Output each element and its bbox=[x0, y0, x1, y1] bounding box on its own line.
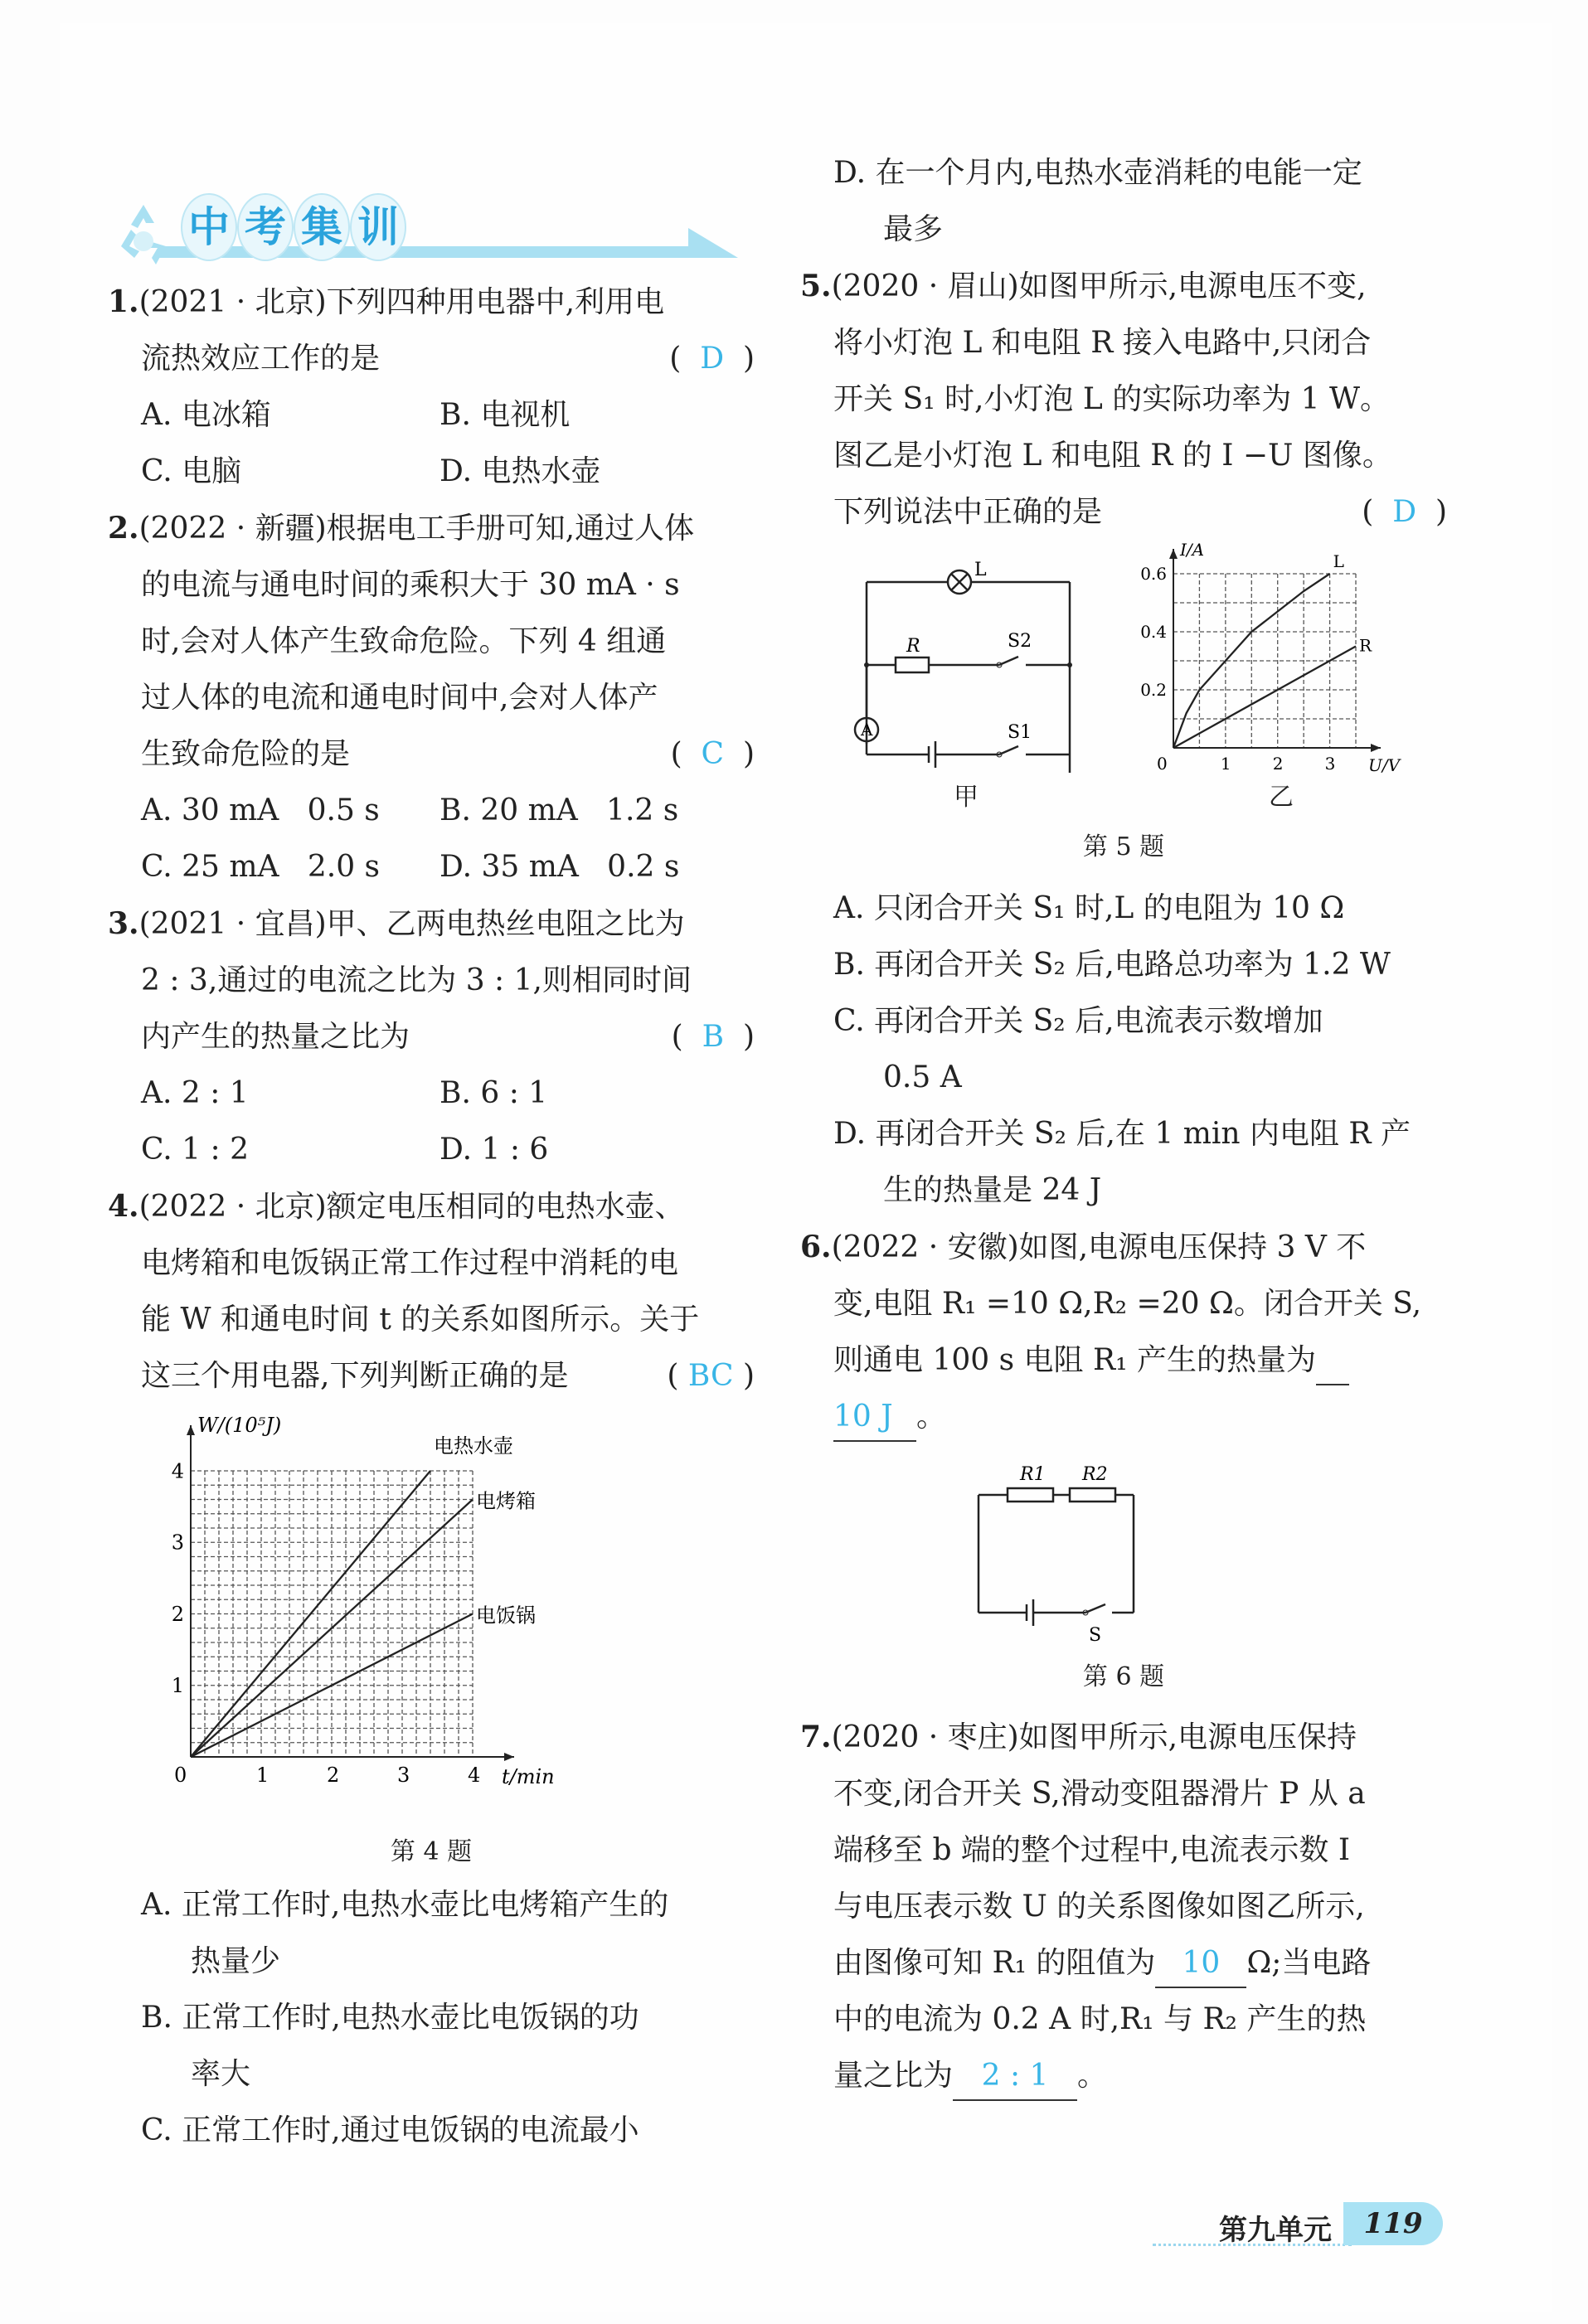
page-footer bbox=[1219, 2207, 1423, 2247]
header-char: 集 bbox=[294, 193, 350, 261]
option-text: 正常工作时,电热水壶比电饭锅的功 bbox=[182, 2001, 639, 2035]
circuit-diagram-6 bbox=[800, 1445, 1447, 1652]
option bbox=[108, 1877, 755, 1990]
header-band bbox=[158, 246, 713, 258]
chart-energy-vs-time bbox=[108, 1405, 755, 1852]
y-tick-label: 2 bbox=[171, 1602, 184, 1626]
question-text: 的电流与通电时间的乘积大于 30 mA · s bbox=[141, 568, 680, 602]
option-text: 正常工作时,电热水壶比电烤箱产生的 bbox=[181, 1888, 669, 1922]
option-label: C. bbox=[833, 1004, 865, 1038]
option-text: 0.5 A bbox=[883, 1060, 962, 1094]
question-text: 这三个用电器,下列判断正确的是 bbox=[141, 1359, 569, 1393]
section-header bbox=[108, 187, 713, 278]
question-6 bbox=[800, 1219, 1447, 1702]
answer-blank: 2 : 1 bbox=[953, 2053, 1077, 2101]
y-axis-label: I/A bbox=[1180, 541, 1205, 560]
option-label: D. bbox=[833, 156, 867, 190]
switch1-label: S1 bbox=[1008, 722, 1032, 743]
question-1 bbox=[108, 274, 755, 500]
page-number: 119 bbox=[1343, 2202, 1443, 2245]
resistor-r2-icon bbox=[1070, 1488, 1115, 1502]
series-label: R bbox=[1359, 635, 1372, 656]
question-text: 电烤箱和电饭锅正常工作过程中消耗的电 bbox=[141, 1246, 679, 1280]
figure-caption: 第 5 题 bbox=[1082, 832, 1165, 861]
option-label: C. bbox=[141, 2113, 172, 2147]
option-text: 热量少 bbox=[191, 1944, 281, 1978]
question-text: 不变,闭合开关 S,滑动变阻器滑片 P 从 a bbox=[833, 1777, 1366, 1811]
question-text: 下列说法中正确的是 bbox=[833, 495, 1103, 529]
option-label: A. bbox=[833, 891, 865, 925]
question-text: 量之比为 bbox=[833, 2059, 954, 2093]
switch-label: S bbox=[1089, 1625, 1102, 1646]
option-text: 在一个月内,电热水壶消耗的电能一定 bbox=[875, 156, 1362, 190]
answer-bracket: ( B ) bbox=[671, 1020, 755, 1054]
footer-dots bbox=[1153, 2244, 1352, 2246]
answer-blank: 10 bbox=[1155, 1940, 1246, 1988]
question-text: 能 W 和通电时间 t 的关系如图所示。关于 bbox=[141, 1303, 700, 1337]
question-number: 4. bbox=[108, 1189, 139, 1224]
y-tick-label: 3 bbox=[171, 1531, 184, 1555]
question-text: 端移至 b 端的整个过程中,电流表示数 I bbox=[833, 1833, 1351, 1867]
question-number: 1. bbox=[108, 284, 139, 319]
option bbox=[800, 145, 1447, 258]
answer: B bbox=[702, 1020, 725, 1054]
x-tick-label: 2 bbox=[327, 1764, 340, 1787]
option: B. 6 : 1 bbox=[439, 1076, 548, 1110]
question-number: 3. bbox=[108, 906, 139, 941]
option-text: 只闭合开关 S₁ 时,L 的电阻为 10 Ω bbox=[873, 891, 1345, 925]
y-axis-label: W/(10⁵J) bbox=[197, 1414, 282, 1437]
question-text: 则通电 100 s 电阻 R₁ 产生的热量为 bbox=[833, 1343, 1316, 1377]
option: A. 2 : 1 bbox=[141, 1076, 249, 1110]
option-text: 再闭合开关 S₂ 后,电路总功率为 1.2 W bbox=[874, 948, 1391, 982]
option bbox=[108, 2103, 755, 2159]
circuit-label: 甲 bbox=[954, 783, 979, 812]
option-label: D. bbox=[833, 1117, 867, 1151]
question-number: 6. bbox=[800, 1230, 832, 1264]
question-text: (2022 · 新疆)根据电工手册可知,通过人体 bbox=[138, 512, 695, 546]
question-number: 7. bbox=[800, 1720, 832, 1754]
question-2 bbox=[108, 500, 755, 895]
question-text: (2020 · 枣庄)如图甲所示,电源电压保持 bbox=[831, 1720, 1357, 1754]
question-text: 时,会对人体产生致命危险。下列 4 组通 bbox=[141, 624, 667, 658]
y-axis-arrow bbox=[187, 1425, 195, 1435]
switch-icon bbox=[1085, 1604, 1105, 1613]
question-4 bbox=[108, 1178, 755, 2159]
option: D. 1 : 6 bbox=[439, 1133, 549, 1167]
question-text: 由图像可知 R₁ 的阻值为 bbox=[833, 1946, 1156, 1980]
question-number: 2. bbox=[108, 511, 139, 546]
x-axis-label: t/min bbox=[502, 1765, 555, 1788]
right-column bbox=[800, 145, 1447, 2104]
punctuation: 。 bbox=[916, 1400, 947, 1434]
answer-bracket: ( D ) bbox=[1362, 495, 1447, 529]
question-text: 过人体的电流和通电时间中,会对人体产 bbox=[141, 681, 658, 715]
answer-bracket: ( D ) bbox=[669, 342, 755, 376]
question-text: 生致命危险的是 bbox=[141, 737, 351, 771]
figure-caption: 第 6 题 bbox=[1082, 1662, 1165, 1691]
answer: BC bbox=[687, 1359, 734, 1393]
question-5 bbox=[800, 258, 1447, 1219]
option bbox=[800, 881, 1447, 937]
question-text: (2022 · 北京)额定电压相同的电热水壶、 bbox=[138, 1190, 685, 1224]
question-text: 与电压表示数 U 的关系图像如图乙所示, bbox=[833, 1890, 1365, 1924]
resistor-r1-icon bbox=[1008, 1488, 1053, 1502]
option: C. 25 mA 2.0 s bbox=[141, 850, 381, 884]
answer: C bbox=[701, 737, 725, 771]
option-text: 再闭合开关 S₂ 后,在 1 min 内电阻 R 产 bbox=[875, 1117, 1411, 1151]
chart-current-vs-voltage bbox=[1132, 541, 1406, 798]
question-text: (2020 · 眉山)如图甲所示,电源电压不变, bbox=[831, 269, 1367, 303]
ammeter-label: A bbox=[861, 720, 873, 740]
option: C. 电脑 bbox=[141, 454, 242, 488]
option-label: A. bbox=[141, 1888, 172, 1922]
question-text: (2021 · 宜昌)甲、乙两电热丝电阻之比为 bbox=[138, 907, 685, 941]
option: D. 35 mA 0.2 s bbox=[439, 850, 680, 884]
x-tick-label: 1 bbox=[1220, 754, 1231, 774]
x-tick-label: 3 bbox=[397, 1764, 410, 1787]
question-text: 流热效应工作的是 bbox=[141, 342, 381, 376]
lamp-label: L bbox=[974, 560, 987, 580]
x-tick-label: 4 bbox=[468, 1764, 481, 1787]
y-tick-label: 4 bbox=[171, 1459, 184, 1483]
question-text: 中的电流为 0.2 A 时,R₁ 与 R₂ 产生的热 bbox=[833, 2002, 1367, 2036]
y-tick-label: 0.6 bbox=[1140, 564, 1167, 584]
x-tick-label: 0 bbox=[174, 1764, 187, 1787]
option-label: B. bbox=[141, 2001, 172, 2035]
option: A. 30 mA 0.5 s bbox=[141, 793, 380, 827]
question-text: Ω;当电路 bbox=[1246, 1946, 1372, 1980]
question-3 bbox=[108, 895, 755, 1178]
option bbox=[800, 937, 1447, 993]
option-text: 再闭合开关 S₂ 后,电流表示数增加 bbox=[874, 1004, 1323, 1038]
answer: D bbox=[1392, 495, 1417, 529]
series-label: L bbox=[1333, 551, 1344, 571]
question-text: 变,电阻 R₁ =10 Ω,R₂ =20 Ω。闭合开关 S, bbox=[833, 1287, 1422, 1321]
question-text: 将小灯泡 L 和电阻 R 接入电路中,只闭合 bbox=[833, 326, 1372, 360]
blank-line bbox=[1316, 1337, 1349, 1385]
x-tick-label: 3 bbox=[1324, 754, 1336, 774]
header-arrow bbox=[688, 228, 738, 258]
series-label: 电饭锅 bbox=[476, 1604, 536, 1628]
series-line-R bbox=[1173, 647, 1356, 749]
question-text: 2 : 3,通过的电流之比为 3 : 1,则相同时间 bbox=[141, 963, 692, 997]
series-label: 电烤箱 bbox=[476, 1489, 536, 1513]
answer-bracket: ( C ) bbox=[670, 737, 755, 771]
option bbox=[800, 993, 1447, 1106]
header-char: 中 bbox=[181, 193, 237, 261]
unit-label: 第九单元 bbox=[1219, 2214, 1332, 2247]
r2-label: R2 bbox=[1082, 1464, 1108, 1485]
left-column bbox=[108, 274, 755, 2159]
recycle-icon bbox=[114, 201, 172, 268]
question-text: 图乙是小灯泡 L 和电阻 R 的 I −U 图像。 bbox=[833, 439, 1392, 473]
option-label: B. bbox=[833, 948, 865, 982]
option bbox=[800, 1106, 1447, 1219]
option-text: 率大 bbox=[191, 2057, 251, 2091]
x-tick-label: 1 bbox=[256, 1764, 270, 1787]
question-text: 开关 S₁ 时,小灯泡 L 的实际功率为 1 W。 bbox=[833, 382, 1391, 416]
question-text: (2021 · 北京)下列四种用电器中,利用电 bbox=[138, 285, 665, 319]
r1-label: R1 bbox=[1020, 1464, 1046, 1485]
switch2-label: S2 bbox=[1008, 631, 1032, 652]
y-tick-label: 0.2 bbox=[1140, 680, 1167, 700]
option-text: 最多 bbox=[883, 212, 944, 246]
option-text: 生的热量是 24 J bbox=[883, 1173, 1102, 1207]
option: B. 20 mA 1.2 s bbox=[439, 793, 679, 827]
x-tick-label: 0 bbox=[1157, 754, 1168, 774]
resistor-icon bbox=[896, 657, 929, 672]
question-text: (2022 · 安徽)如图,电源电压保持 3 V 不 bbox=[831, 1230, 1367, 1264]
question-text: 内产生的热量之比为 bbox=[141, 1020, 410, 1054]
header-char: 训 bbox=[350, 193, 406, 261]
x-axis-arrow bbox=[1371, 744, 1381, 752]
circuit-diagram-5 bbox=[850, 549, 1124, 798]
answer: D bbox=[700, 342, 725, 376]
option: D. 电热水壶 bbox=[439, 454, 601, 488]
x-axis-arrow bbox=[504, 1753, 514, 1761]
figure-5 bbox=[800, 541, 1447, 814]
y-axis-arrow bbox=[1169, 549, 1178, 559]
answer-blank: 10 J bbox=[833, 1394, 916, 1442]
answer-bracket: ( BC ) bbox=[667, 1359, 755, 1393]
x-tick-label: 2 bbox=[1272, 754, 1284, 774]
graph-label: 乙 bbox=[1269, 783, 1294, 812]
question-7 bbox=[800, 1709, 1447, 2104]
punctuation: 。 bbox=[1077, 2059, 1108, 2093]
x-axis-label: U/V bbox=[1368, 755, 1401, 775]
option: C. 1 : 2 bbox=[141, 1133, 249, 1167]
figure-caption: 第 4 题 bbox=[390, 1837, 473, 1866]
option-text: 正常工作时,通过电饭锅的电流最小 bbox=[182, 2113, 639, 2147]
y-tick-label: 1 bbox=[171, 1674, 184, 1698]
series-label: 电热水壶 bbox=[434, 1434, 513, 1458]
option: A. 电冰箱 bbox=[141, 398, 271, 432]
question-number: 5. bbox=[800, 269, 832, 303]
header-char: 考 bbox=[237, 193, 294, 261]
y-tick-label: 0.4 bbox=[1140, 622, 1167, 642]
resistor-label: R bbox=[906, 636, 920, 657]
option: B. 电视机 bbox=[439, 398, 571, 432]
option bbox=[108, 1990, 755, 2103]
